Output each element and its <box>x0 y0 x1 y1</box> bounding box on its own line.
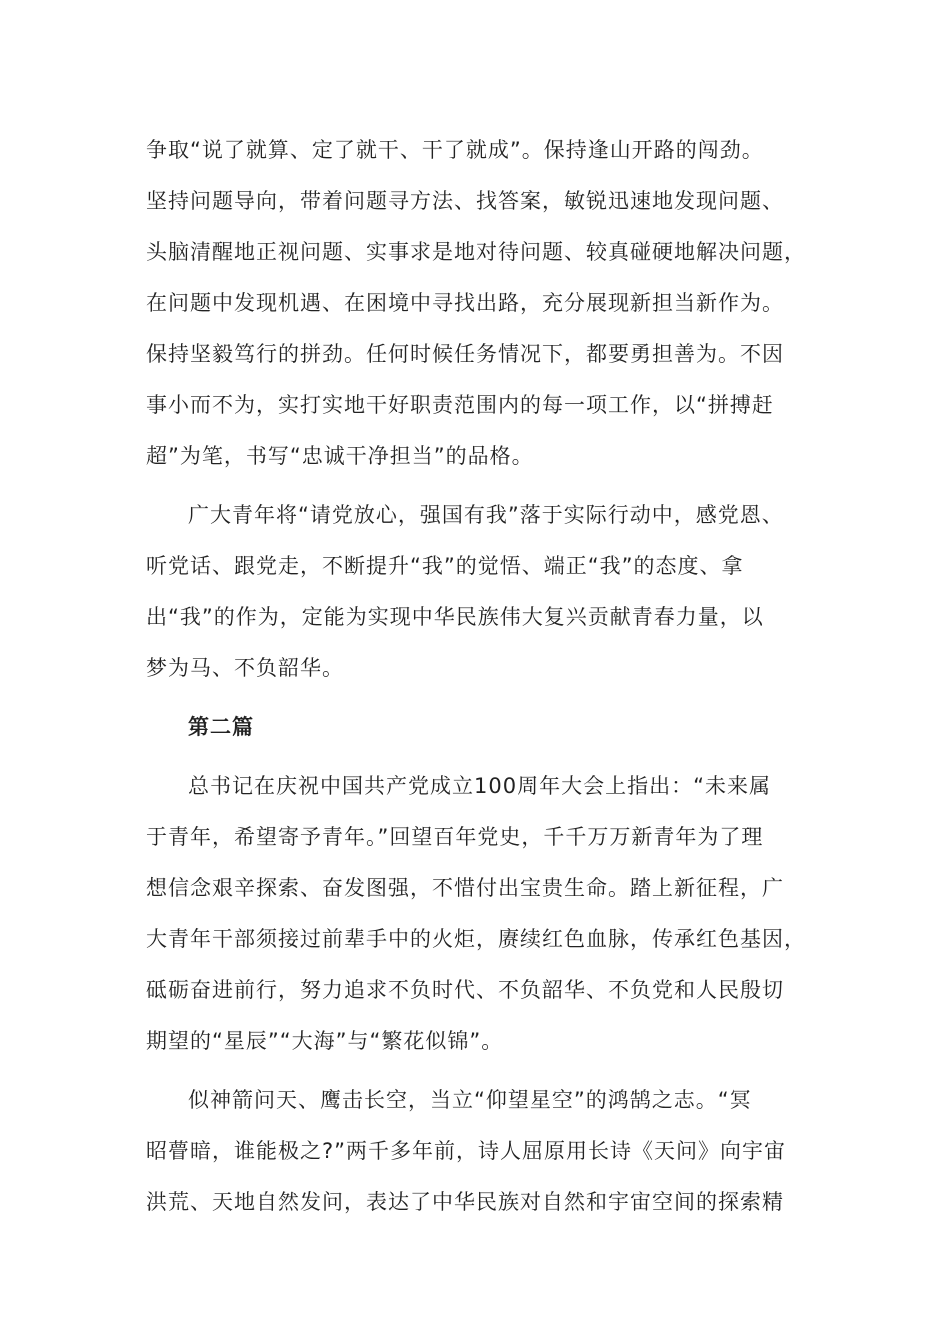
paragraph-3-line: 总书记在庆祝中国共产党成立100周年大会上指出：“未来属 <box>188 774 771 798</box>
paragraph-3-line: 想信念艰辛探索、奋发图强，不惜付出宝贵生命。踏上新征程，广 <box>146 876 784 900</box>
paragraph-1-line: 保持坚毅笃行的拼劲。任何时候任务情况下，都要勇担善为。不因 <box>146 342 784 366</box>
paragraph-1-line: 在问题中发现机遇、在困境中寻找出路，充分展现新担当新作为。 <box>146 291 784 315</box>
paragraph-1-line: 争取“说了就算、定了就干、干了就成”。保持逢山开路的闯劲。 <box>146 138 764 162</box>
paragraph-1-line: 坚持问题导向，带着问题寻方法、找答案，敏锐迅速地发现问题、 <box>146 189 784 213</box>
paragraph-1-line: 超”为笔，书写“忠诚干净担当”的品格。 <box>146 444 534 468</box>
paragraph-4-line: 昭瞢暗，谁能极之?”两千多年前，诗人屈原用长诗《天问》向宇宙 <box>146 1139 787 1163</box>
paragraph-2-line: 听党话、跟党走，不断提升“我”的觉悟、端正“我”的态度、拿 <box>146 554 744 578</box>
paragraph-4-line: 洪荒、天地自然发问，表达了中华民族对自然和宇宙空间的探索精 <box>146 1190 784 1214</box>
paragraph-4-line: 似神箭问天、鹰击长空，当立“仰望星空”的鸿鹄之志。“冥 <box>188 1088 752 1112</box>
paragraph-1-line: 事小而不为，实打实地干好职责范围内的每一项工作，以“拼搏赶 <box>146 393 774 417</box>
paragraph-1-line: 头脑清醒地正视问题、实事求是地对待问题、较真碰硬地解决问题， <box>146 240 806 264</box>
paragraph-3-line: 砥砺奋进前行，努力追求不负时代、不负韶华、不负党和人民殷切 <box>146 978 784 1002</box>
paragraph-3-line: 期望的“星辰”“大海”与“繁花似锦”。 <box>146 1029 504 1053</box>
paragraph-2-line: 广大青年将“请党放心，强国有我”落于实际行动中，感党恩、 <box>188 503 784 527</box>
paragraph-3-line: 大青年干部须接过前辈手中的火炬，赓续红色血脉，传承红色基因， <box>146 927 806 951</box>
paragraph-2-line: 出“我”的作为，定能为实现中华民族伟大复兴贡献青春力量，以 <box>146 605 764 629</box>
section-heading: 第二篇 <box>188 715 254 739</box>
paragraph-2-line: 梦为马、不负韶华。 <box>146 656 344 680</box>
paragraph-3-line: 于青年，希望寄予青年。”回望百年党史，千千万万新青年为了理 <box>146 825 764 849</box>
